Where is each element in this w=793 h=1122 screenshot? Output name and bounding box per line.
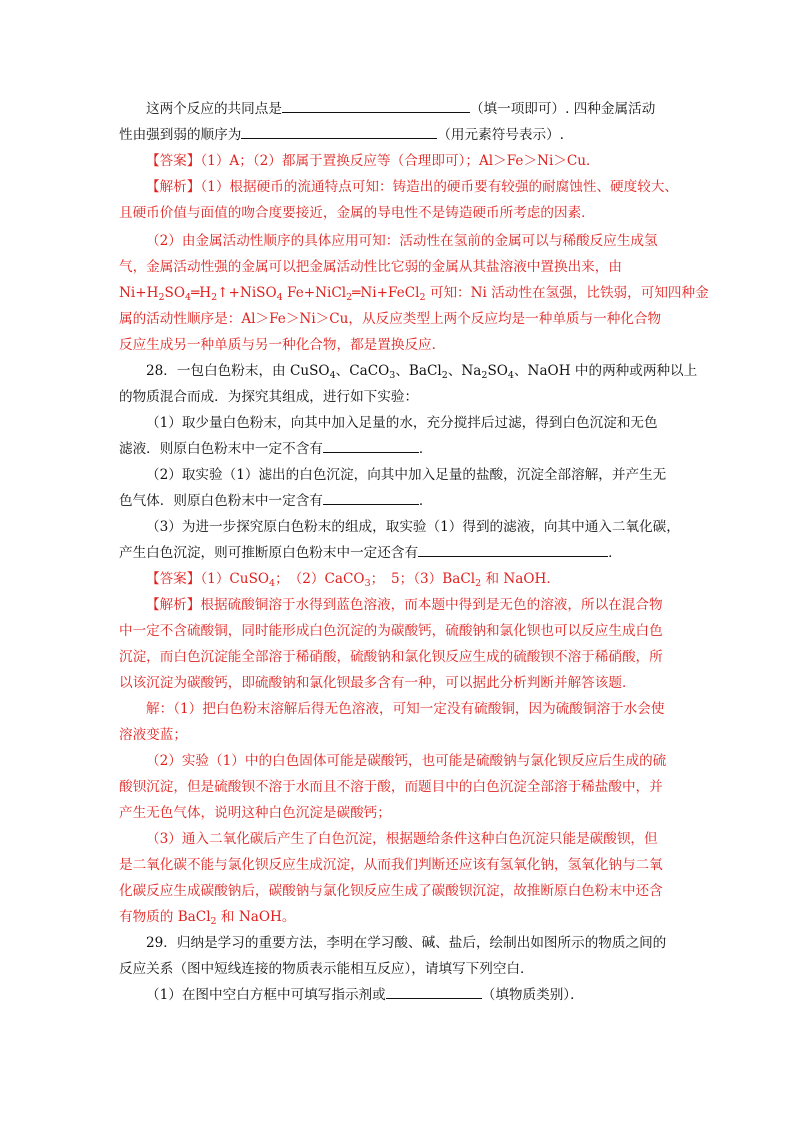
sub: 4 [269, 578, 276, 589]
q28-solution2-line1: （2）实验（1）中的白色固体可能是碳酸钙，也可能是硫酸钠与氯化钡反应后生成的硫 [146, 753, 667, 769]
q29-stem-line1: 29．归纳是学习的重要方法，李明在学习酸、碱、盐后，绘制出如图所示的物质之间的 [146, 935, 667, 951]
q27-stem-line1 [119, 96, 674, 122]
q27-answer-blank-1[interactable] [282, 98, 470, 113]
q28-stem-part: 、CaCO [335, 363, 390, 379]
q28-part1-text: 滤液．则原白色粉末中一定不含有 [119, 441, 323, 457]
q28-analysis-line2: 中一定不含硫酸铜，同时能形成白色沉淀的为碳酸钙，硫酸钠和氯化钡也可以反应生成白色 [119, 623, 663, 639]
q28-solution3-line2: 是二氧化碳不能与氯化钡反应生成沉淀，从而我们判断还应该有氢氧化钠，氢氧化钠与二氧 [119, 857, 663, 873]
q27-stem-text-c: 性由强到弱的顺序为 [119, 127, 242, 143]
q28-answer [119, 566, 674, 592]
q28-part2-line2 [119, 488, 674, 514]
q28-answer-blank-3[interactable] [418, 542, 608, 557]
q28-stem-part: 、BaCl [395, 363, 442, 379]
q28-stem-part: 、NaOH 中的两种或两种以上 [513, 363, 698, 379]
period: ． [418, 441, 433, 457]
q27-stem-text-a: 这两个反应的共同点是 [146, 101, 282, 117]
sub: 4 [507, 370, 514, 381]
q28-answer-blank-1[interactable] [323, 438, 419, 453]
q28-answer-blank-2[interactable] [323, 490, 419, 505]
q27-answer-text: （1）A；（2）都属于置换反应等（合理即可）；Al＞Fe＞Ni＞Cu． [200, 153, 600, 169]
q28-answer-text: ； （2）CaCO [275, 571, 365, 587]
sub: 2 [475, 578, 482, 589]
q28-solution3-text: 有物质的 BaCl [119, 909, 211, 925]
sub: 4 [276, 292, 283, 303]
q27-analysis2-line5: 反应生成另一种单质与另一种化合物，都是置换反应． [119, 337, 446, 353]
q29-stem-line2: 反应关系（图中短线连接的物质表示能相互反应），请填写下列空白． [119, 961, 534, 977]
q29-part1-text: （1）在图中空白方框中可填写指示剂或 [146, 987, 386, 1003]
q29-answer-blank-1[interactable] [386, 984, 482, 999]
sub: 2 [419, 292, 426, 303]
analysis-label: 【解析】 [146, 597, 201, 613]
answer-label: 【答案】 [146, 153, 201, 169]
q28-part1-line2 [119, 436, 674, 462]
q28-solution3-line1: （3）通入二氧化碳后产生了白色沉淀，根据题给条件这种白色沉淀只能是碳酸钡，但 [146, 831, 658, 847]
sub: 2 [441, 370, 448, 381]
answer-label: 【答案】 [146, 571, 201, 587]
equation-conclusion: 可知：Ni 活动性在氢强，比铁弱，可知四种金 [425, 285, 709, 301]
equation-1-part: SO [164, 285, 186, 301]
q28-stem-line1 [119, 358, 698, 384]
period: ． [418, 493, 433, 509]
sub: 4 [185, 292, 192, 303]
sub: 3 [364, 578, 371, 589]
sub: 2 [481, 370, 488, 381]
equation-1-part: ↑+NiSO [217, 285, 277, 301]
q28-analysis-line1 [119, 592, 674, 618]
q28-part2-line1: （2）取实验（1）滤出的白色沉淀，向其中加入足量的盐酸，沉淀全部溶解，并产生无 [146, 467, 667, 483]
q29-part1 [119, 982, 674, 1008]
q27-equation-line [119, 280, 709, 306]
equation-2: Fe+NiCl [282, 285, 347, 301]
q28-part3-text: 产生白色沉淀，则可推断原白色粉末中一定还含有 [119, 545, 419, 561]
q27-stem-text-d: （用元素符号表示）. [437, 127, 565, 143]
q28-solution1-line1: 解：（1）把白色粉末溶解后得无色溶液，可知一定没有硫酸铜，因为硫酸铜溶于水会使 [146, 701, 665, 717]
q28-solution3-line4 [119, 904, 674, 930]
q28-solution1-line2: 溶液变蓝； [119, 727, 187, 743]
sub: 2 [211, 292, 218, 303]
q27-answer-blank-2[interactable] [241, 124, 437, 139]
q28-stem-part: SO [487, 363, 508, 379]
equation-2-part: ═Ni+FeCl [352, 285, 420, 301]
q28-answer-text: ； 5；（3）BaCl [370, 571, 476, 587]
q28-answer-text: （1）CuSO [200, 571, 270, 587]
q27-answer [119, 148, 674, 174]
sub: 4 [329, 370, 336, 381]
q27-analysis2-line2: 气，金属活动性强的金属可以把金属活动性比它弱的金属从其盐溶液中置换出来，由 [119, 259, 622, 275]
equation-1-part: ═H [191, 285, 212, 301]
q27-analysis2-line1: （2）由金属活动性顺序的具体应用可知：活动性在氢前的金属可以与稀酸反应生成氢 [146, 233, 658, 249]
q28-solution3-line3: 化碳反应生成碳酸钠后，碳酸钠与氯化钡反应生成了碳酸钡沉淀，故推断原白色粉末中还含 [119, 883, 663, 899]
q28-part2-text: 色气体．则原白色粉末中一定含有 [119, 493, 323, 509]
q28-analysis-text: 根据硫酸铜溶于水得到蓝色溶液，而本题中得到是无色的溶液，所以在混合物 [200, 597, 663, 613]
q27-stem-text-b: （填一项即可）. 四种金属活动 [469, 101, 656, 117]
q28-solution2-line3: 产生无色气体，说明这种白色沉淀是碳酸钙； [119, 805, 391, 821]
q28-answer-text: 和 NaOH． [481, 571, 560, 587]
sub: 2 [346, 292, 353, 303]
analysis-label: 【解析】 [146, 179, 201, 195]
q28-analysis-line4: 以该沉淀为碳酸钙，即硫酸钠和氯化钡最多含有一种，可以据此分析判断并解答该题． [119, 675, 636, 691]
q28-part3-line1: （3）为进一步探究原白色粉末的组成，取实验（1）得到的滤液，向其中通入二氧化碳， [146, 519, 680, 535]
q27-analysis-line1 [119, 174, 679, 200]
q28-part1-line1: （1）取少量白色粉末，向其中加入足量的水，充分搅拌后过滤，得到白色沉淀和无色 [146, 415, 658, 431]
q27-stem-line2 [119, 122, 674, 148]
q28-stem: 28．一包白色粉末，由 CuSO [146, 363, 330, 379]
sub: 3 [389, 370, 396, 381]
sub: 2 [210, 916, 217, 927]
equation-1: Ni+H [119, 285, 159, 301]
sub: 2 [158, 292, 165, 303]
q27-analysis2-line4: 属的活动性顺序是：Al＞Fe＞Ni＞Cu，从反应类型上两个反应均是一种单质与一种化合物 [119, 311, 662, 327]
period: ． [608, 545, 622, 561]
q28-stem-line2: 的物质混合而成．为探究其组成，进行如下实验： [119, 389, 419, 405]
q27-analysis-line2: 且硬币价值与面值的吻合度要接近，金属的导电性不是铸造硬币所考虑的因素． [119, 205, 595, 221]
q28-stem-part: 、Na [447, 363, 482, 379]
q28-part3-line2 [119, 540, 674, 566]
q28-solution2-line2: 酸钡沉淀，但是硫酸钡不溶于水而且不溶于酸，而题目中的白色沉淀全部溶于稀盐酸中，并 [119, 779, 663, 795]
q28-analysis-line3: 沉淀，而白色沉淀能全部溶于稀硝酸，硫酸钠和氯化钡反应生成的硫酸钡不溶于稀硝酸，所 [119, 649, 663, 665]
q29-part1-text: （填物质类别）． [481, 987, 584, 1003]
q28-solution3-text: 和 NaOH。 [216, 909, 296, 925]
q27-analysis-text: （1）根据硬币的流通特点可知：铸造出的硬币要有较强的耐腐蚀性、硬度较大、 [200, 179, 679, 195]
